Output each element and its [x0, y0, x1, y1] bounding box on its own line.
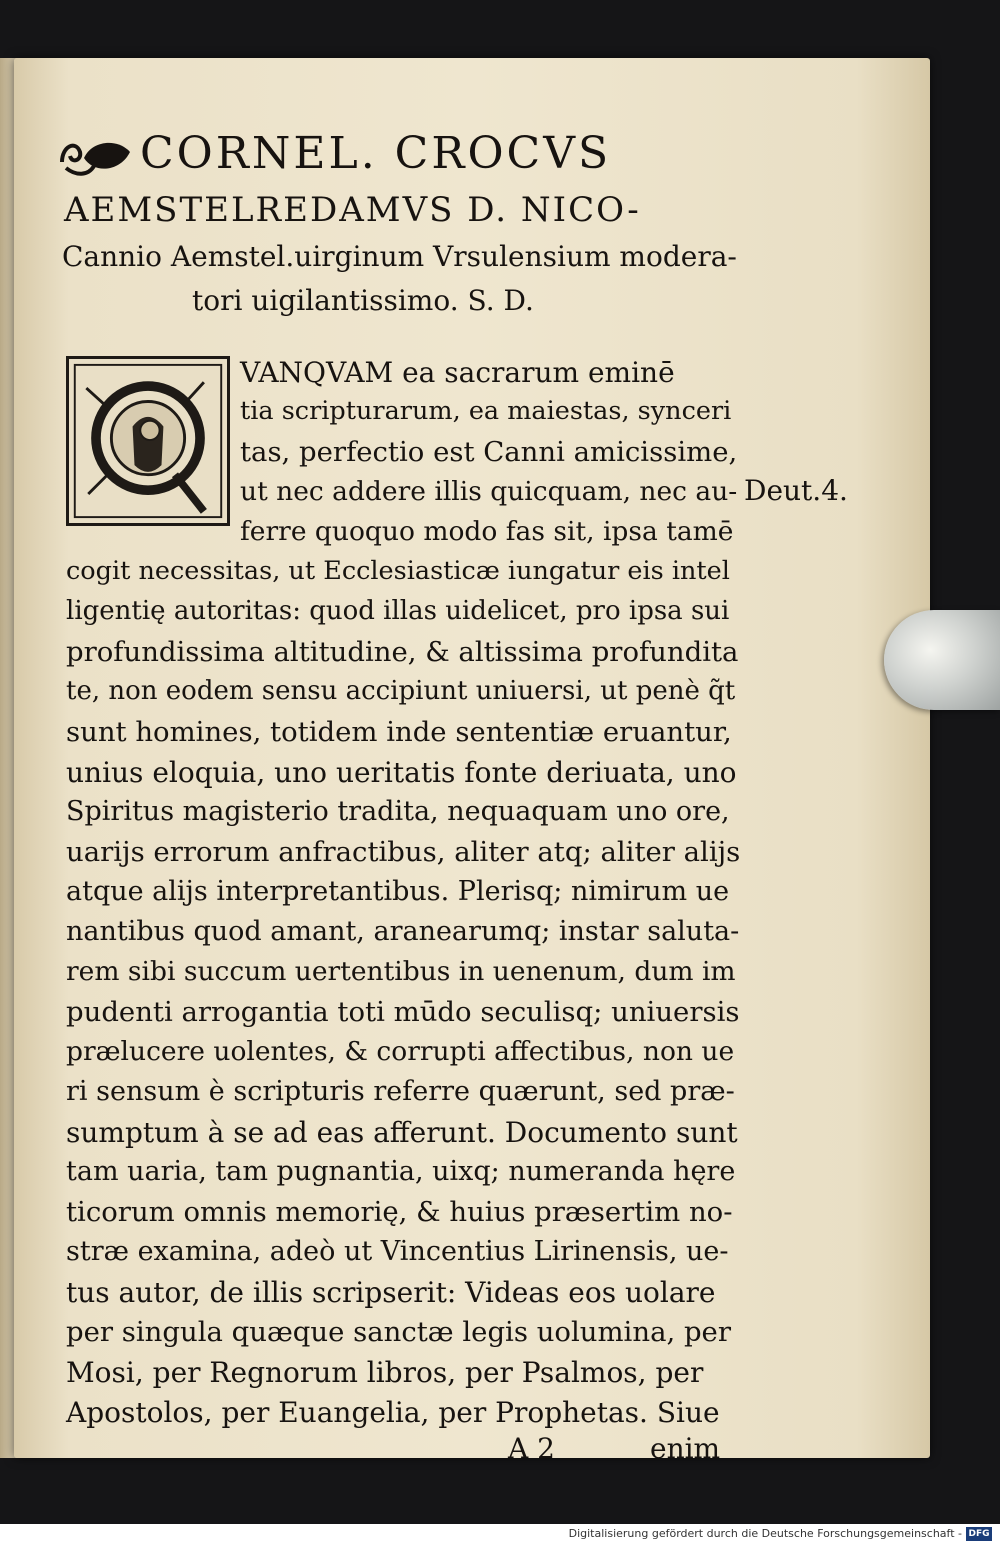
- signature-mark: A 2: [508, 1432, 555, 1465]
- fleuron-ornament-icon: [58, 132, 136, 182]
- body-line-11: unius eloquia, uno ueritatis fonte deriuata, uno: [66, 756, 737, 789]
- footer-credit: Digitalisierung gefördert durch die Deutsche Forschungsgemeinschaft -: [568, 1527, 962, 1540]
- body-line-14: atque alijs interpretantibus. Plerisq; nimirum ue: [66, 876, 730, 907]
- body-line-2: tia scripturarum, ea maiestas, synceri: [240, 396, 732, 426]
- body-line-26: Mosi, per Regnorum libros, per Psalmos, per: [66, 1356, 704, 1389]
- body-line-15: nantibus quod amant, aranearumq; instar saluta-: [66, 916, 740, 947]
- heading-line-2: AEMSTELREDAMVS D. NICO-: [64, 190, 641, 230]
- body-line-9: te, non eodem sensu accipiunt uniuersi, ut penè q̃t: [66, 676, 736, 706]
- body-line-18: prælucere uolentes, & corrupti affectibus, non ue: [66, 1036, 735, 1067]
- body-line-19: ri sensum è scripturis referre quærunt, sed præ-: [66, 1076, 735, 1107]
- body-line-3: tas, perfectio est Canni amicissime,: [240, 436, 738, 468]
- body-line-1: VANQVAM ea sacrarum eminē: [240, 356, 675, 389]
- body-line-6: cogit necessitas, ut Ecclesiasticæ iungatur eis intel: [66, 556, 730, 586]
- body-line-17: pudenti arrogantia toti mūdo seculisq; uniuersis: [66, 996, 740, 1028]
- marginal-note: Deut.4.: [744, 474, 848, 507]
- heading-line-3: Cannio Aemstel.uirginum Vrsulensium modera-: [62, 240, 737, 273]
- heading-line-1: CORNEL. CROCVS: [140, 128, 612, 179]
- body-line-22: ticorum omnis memorię, & huius præsertim no-: [66, 1196, 733, 1228]
- catchword: enim: [650, 1432, 721, 1465]
- page-clip: [884, 610, 1000, 710]
- dfg-logo-icon: DFG: [966, 1527, 992, 1541]
- body-line-7: ligentię autoritas: quod illas uidelicet, pro ipsa sui: [66, 596, 730, 626]
- body-line-10: sunt homines, totidem inde sententiæ eruantur,: [66, 716, 732, 748]
- body-line-16: rem sibi succum uertentibus in uenenum, dum im: [66, 956, 736, 987]
- body-line-5: ferre quoquo modo fas sit, ipsa tamē: [240, 516, 734, 547]
- body-line-24: tus autor, de illis scripserit: Videas eos uolare: [66, 1276, 716, 1309]
- body-line-27: Apostolos, per Euangelia, per Prophetas. Siue: [66, 1396, 720, 1429]
- heading-line-4: tori uigilantissimo. S. D.: [192, 284, 534, 317]
- footer-bar: [0, 1524, 1000, 1544]
- body-line-12: Spiritus magisterio tradita, nequaquam uno ore,: [66, 796, 730, 827]
- body-line-21: tam uaria, tam pugnantia, uixq; numeranda hęre: [66, 1156, 736, 1187]
- body-line-8: profundissima altitudine, & altissima profundita: [66, 636, 739, 668]
- body-line-20: sumptum à se ad eas afferunt. Documento sunt: [66, 1116, 738, 1149]
- decorated-initial-q-icon: [66, 356, 230, 526]
- body-line-4: ut nec addere illis quicquam, nec au-: [240, 476, 738, 507]
- body-line-13: uarijs errorum anfractibus, aliter atq; aliter alijs: [66, 836, 741, 868]
- body-line-23: stræ examina, adeò ut Vincentius Lirinensis, ue-: [66, 1236, 729, 1267]
- body-line-25: per singula quæque sanctæ legis uolumina, per: [66, 1316, 731, 1348]
